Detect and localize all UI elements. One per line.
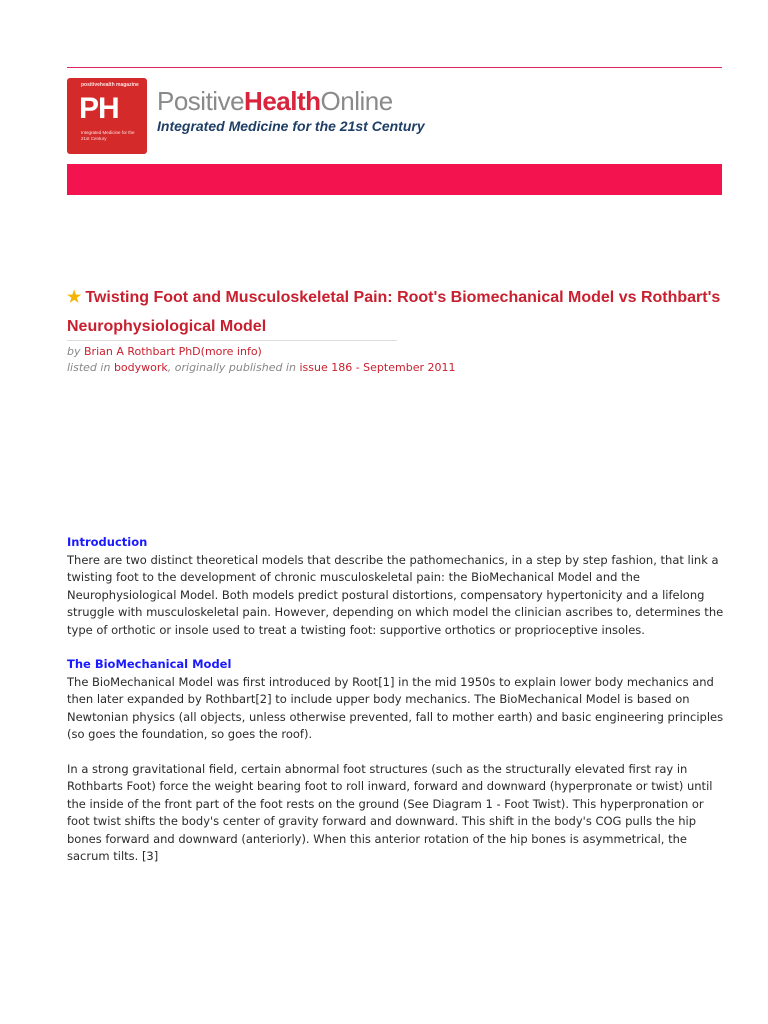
brand-tagline: Integrated Medicine for the 21st Century bbox=[157, 118, 425, 134]
top-rule bbox=[67, 67, 722, 68]
logo-top-text: positivehealth magazine bbox=[81, 82, 139, 88]
by-label: by bbox=[67, 345, 81, 358]
brand-part-positive: Positive bbox=[157, 86, 245, 116]
header-banner bbox=[67, 164, 722, 195]
originally-published-label: , originally published in bbox=[167, 361, 296, 374]
biomechanical-paragraph-2: In a strong gravitational field, certain abnormal foot structures (such as the structurally elevated first ray in Rothbarts Foot) force the weight bearing foot to roll inward, forward and downward (hyperpronate or twist) until the inside of the front part of the foot rests on the ground (See Diagram 1 - Foot Twist). This hyperpronation or foot twist shifts the body's center of gravity forward and downward. This shift in the body's COG pulls the hip bones forward and downward (anteriorly). When this anterior rotation of the hip bones is asymmetrical, the sacrum tilts. [3] bbox=[67, 761, 713, 863]
brand-part-health: Health bbox=[244, 86, 321, 116]
category-link[interactable]: bodywork bbox=[113, 361, 168, 374]
logo-bottom-text: Integrated Medicine for the 21st Century bbox=[81, 130, 135, 141]
section-heading-introduction: Introduction bbox=[67, 535, 148, 549]
brand-wordmark[interactable] bbox=[157, 86, 393, 117]
section-spacer bbox=[67, 639, 727, 656]
article-title bbox=[67, 283, 727, 341]
listing-line bbox=[67, 360, 455, 376]
author-line bbox=[67, 344, 455, 360]
byline bbox=[67, 344, 455, 376]
intro-paragraph: There are two distinct theoretical models that describe the pathomechanics, in a step by step fashion, that link a twisting foot to the development of chronic musculoskeletal pain: the BioMechanical Model and the Neurophysiological Model. Both models predict postural distortions, compensatory hypertonicity and a lifelong struggle with musculoskeletal pain. However, depending on which model the clinician ascribes to, determines the type of orthotic or insole used to treat a twisting foot: supportive orthotics or proprioceptive insoles. bbox=[67, 552, 724, 637]
section-heading-biomechanical: The BioMechanical Model bbox=[67, 657, 232, 671]
site-logo[interactable] bbox=[67, 78, 147, 154]
biomechanical-paragraph-1: The BioMechanical Model was first introduced by Root[1] in the mid 1950s to explain lower body mechanics and then later expanded by Rothbart[2] to include upper body mechanics. The BioMechanical Model is based on Newtonian physics (all objects, unless otherwise prevented, fall to mother earth) and basic engineering principles (so goes the foundation, so goes the roof). bbox=[67, 674, 724, 741]
listed-in-label: listed in bbox=[67, 361, 111, 374]
article-title-text: Twisting Foot and Musculoskeletal Pain: Root's Biomechanical Model vs Rothbart's Neurophysiological Model bbox=[67, 289, 721, 335]
byline-divider bbox=[67, 340, 397, 341]
logo-letters: PH bbox=[79, 92, 119, 125]
paragraph-spacer bbox=[67, 744, 727, 761]
article-body bbox=[67, 534, 727, 866]
brand-part-online: Online bbox=[320, 86, 393, 116]
star-icon: ★ bbox=[67, 289, 82, 306]
issue-link[interactable]: issue 186 - September 2011 bbox=[299, 361, 456, 374]
author-link[interactable]: Brian A Rothbart PhD(more info) bbox=[84, 345, 262, 358]
